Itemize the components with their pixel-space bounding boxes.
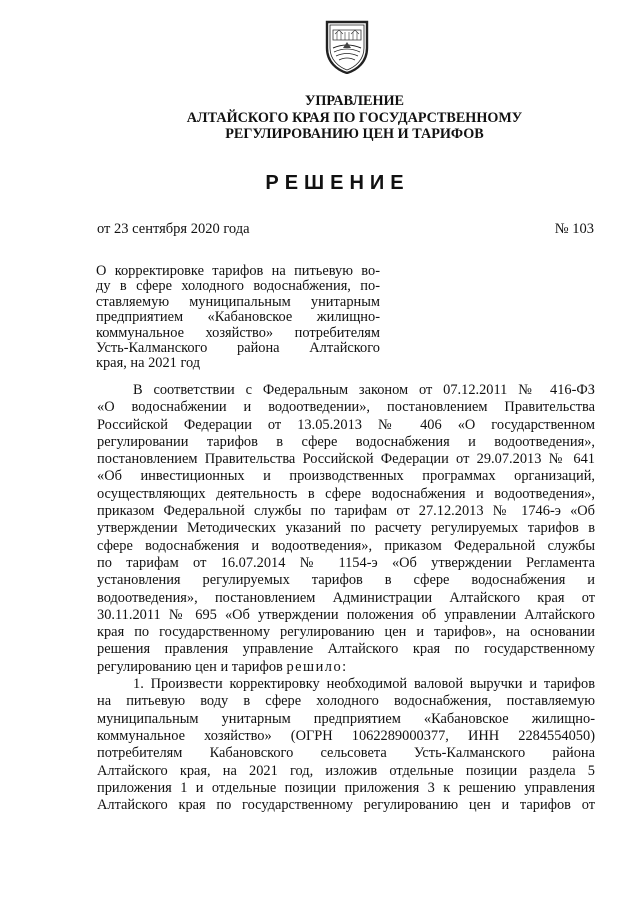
subject-line: ду в сфере холодного водоснабжения, по- [96, 278, 380, 295]
body-line: осуществляющих деятельность в сфере водоснабжения и водоотведения», [97, 485, 595, 502]
body-line: Алтайского края, на 2021 год, изложив отдельные позиции раздела 5 [97, 762, 595, 779]
body-line: регулировании тарифов в сфере водоснабжения и водоотведения», [97, 433, 595, 450]
body-line: решения правления управление Алтайского края по государственному [97, 641, 595, 658]
header-line-3: РЕГУЛИРОВАНИЮ ЦЕН И ТАРИФОВ [225, 126, 484, 142]
body-line: В соответствии с Федеральным законом от 07.12.2011 № 416-ФЗ [133, 382, 595, 398]
body-line: водоотведения», постановлением Администрации Алтайского края от [97, 589, 595, 606]
document-body [97, 382, 595, 814]
body-line: муниципальным унитарным предприятием «Кабановское жилищно- [97, 710, 595, 727]
resolved-word: решило: [286, 658, 348, 675]
document-subject [96, 264, 380, 372]
body-line: сфере водоснабжения и водоотведения», приказом Федеральной службы [97, 537, 595, 554]
body-line: 30.11.2011 № 695 «Об утверждении положения об управлении Алтайского [97, 606, 595, 623]
subject-line: О корректировке тарифов на питьевую во- [96, 263, 380, 279]
header-line-1: УПРАВЛЕНИЕ [304, 93, 405, 109]
body-line: по тарифам от 16.07.2014 № 1154-э «Об утверждении Регламента [97, 554, 595, 571]
body-line: края по государственному регулированию цен и тарифов», на основании [97, 624, 595, 641]
body-line [97, 659, 595, 676]
body-line: 1. Произвести корректировку необходимой валовой выручки и тарифов [133, 676, 595, 693]
body-line: приказом Федеральной службы по тарифам от 27.12.2013 № 1746-э «Об [97, 503, 595, 520]
body-line: приложения 1 и отдельные позиции приложения 3 к решению управления [97, 779, 595, 796]
subject-line: предприятием «Кабановское жилищно- [96, 309, 380, 326]
body-line: «Об инвестиционных и производственных программах организаций, [97, 468, 595, 485]
document-title: РЕШЕНИЕ [265, 172, 410, 194]
body-line: потребителям Кабановского сельсовета Усть-Калманского района [97, 745, 595, 762]
subject-line: ставляемую муниципальным унитарным [96, 293, 380, 310]
document-number: № 103 [554, 221, 594, 237]
body-line: Российской Федерации от 13.05.2013 № 406 «О государственном [97, 416, 595, 433]
coat-of-arms-icon [323, 18, 371, 74]
document-date: от 23 сентября 2020 года [97, 221, 250, 237]
body-line: «О водоснабжении и водоотведении», постановлением Правительства [97, 399, 595, 416]
body-line: постановлением Правительства Российской Федерации от 29.07.2013 № 641 [97, 451, 595, 468]
subject-line: коммунальное хозяйство» потребителям [96, 324, 380, 341]
body-line: Алтайского края по государственному регулированию цен и тарифов от [97, 797, 595, 814]
body-line: установления регулируемых тарифов в сфере водоснабжения и [97, 572, 595, 589]
header-line-2: АЛТАЙСКОГО КРАЯ ПО ГОСУДАРСТВЕННОМУ [186, 109, 523, 126]
subject-line: Усть-Калманского района Алтайского [96, 340, 380, 357]
body-line: коммунальное хозяйство» (ОГРН 1062289000377, ИНН 2284554050) [97, 727, 595, 744]
issuer-header [0, 93, 639, 143]
subject-line: края, на 2021 год [96, 355, 201, 372]
body-line: на питьевую воду в сфере холодного водоснабжения, поставляемую [97, 693, 595, 710]
body-line-text: регулированию цен и тарифов [97, 658, 283, 675]
body-line: утверждении Методических указаний по расчету регулируемых тарифов в [97, 520, 595, 537]
